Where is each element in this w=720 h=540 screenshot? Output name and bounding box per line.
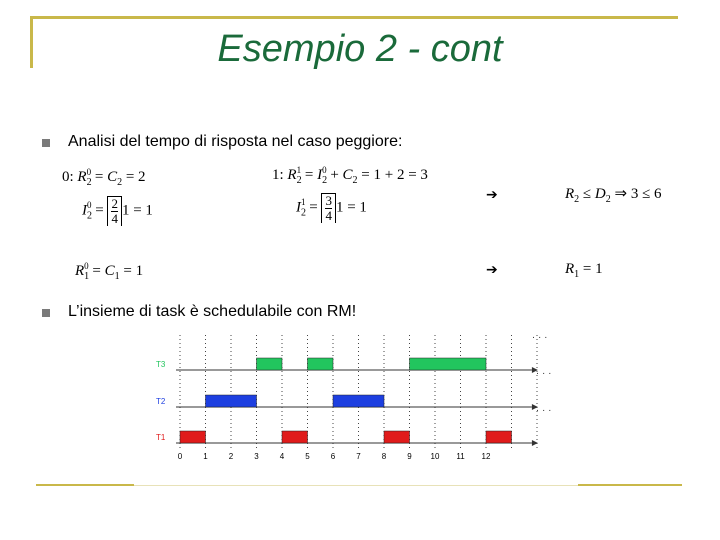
execution-bar-t1 <box>180 431 206 443</box>
tick-label: 7 <box>356 452 361 461</box>
continuation-dots: · · · <box>535 405 552 416</box>
tick-label: 9 <box>407 452 412 461</box>
bullet-marker <box>42 309 50 317</box>
execution-bar-t2 <box>206 395 257 407</box>
tick-label: 11 <box>456 452 465 461</box>
footer-rule <box>36 484 134 486</box>
axis-arrow-icon <box>532 440 538 446</box>
slide-title: Esempio 2 - cont <box>217 28 503 70</box>
tick-label: 5 <box>305 452 310 461</box>
task-label-t1: T1 <box>156 433 166 442</box>
tick-label: 8 <box>381 452 387 461</box>
footer-rule <box>578 484 682 486</box>
execution-bar-t1 <box>486 431 512 443</box>
tick-label: 0 <box>177 452 183 461</box>
tick-label: 2 <box>228 452 234 461</box>
tick-label: 6 <box>330 452 336 461</box>
formula-step1-r2: 1: $R_2^1 = I_2^0 + C_2 = 1 + 2 = 3$ <box>272 165 428 186</box>
execution-bar-t3 <box>308 358 334 370</box>
continuation-dots: · · · <box>531 332 548 343</box>
title-frame-top <box>30 16 678 19</box>
bullet-marker <box>42 139 50 147</box>
tick-label: 3 <box>254 452 259 461</box>
formula-result-r2: $R_2 \le D_2$ ⇒ 3 ≤ 6 <box>565 186 662 205</box>
implies-arrow-icon: ➔ <box>486 187 498 203</box>
task-label-t2: T2 <box>156 397 166 406</box>
tick-label: 1 <box>203 452 208 461</box>
bullet-text-1: Analisi del tempo di risposta nel caso peggiore: <box>68 133 403 150</box>
implies-arrow-icon: ➔ <box>486 262 498 278</box>
bullet-text-2: L’insieme di task è schedulabile con RM! <box>68 303 357 320</box>
continuation-dots: · · · <box>535 368 552 379</box>
tick-label: 10 <box>430 452 440 461</box>
footer-rule <box>134 485 578 486</box>
formula-step0-r1: $R_1^0 = C_1 = 1$ <box>75 261 144 282</box>
tick-label: 4 <box>279 452 285 461</box>
execution-bar-t3 <box>410 358 487 370</box>
formula-result-r1: $R_1 = 1$ <box>565 261 603 280</box>
schedule-timeline <box>150 330 570 465</box>
formula-step1-i2: $I_2^1 = 3$ 4 1 = 1 <box>296 193 367 223</box>
execution-bar-t1 <box>384 431 410 443</box>
formula-step0-r2: 0: $R_2^0 = C_2 = 2$ <box>62 167 146 188</box>
execution-bar-t2 <box>333 395 384 407</box>
task-label-t3: T3 <box>156 360 166 369</box>
tick-label: 12 <box>481 452 491 461</box>
execution-bar-t3 <box>257 358 283 370</box>
execution-bar-t1 <box>282 431 308 443</box>
formula-step0-i2: $I_2^0 = 2$ 4 1 = 1 <box>82 196 153 226</box>
